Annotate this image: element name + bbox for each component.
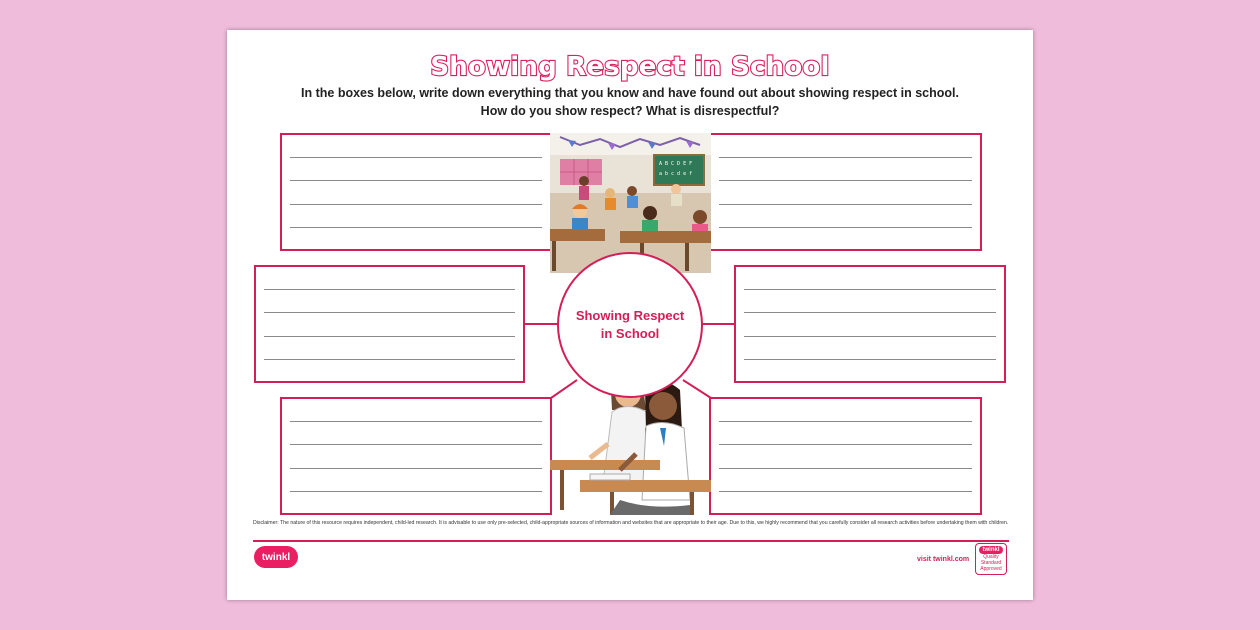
twinkl-logo: twinkl (254, 546, 298, 568)
quality-badge-icon (975, 543, 1007, 575)
disclaimer-text: Disclaimer: The nature of this resource requires independent, child-led research. It is advisable to use only pre-selected, child-appropriate sources of information and websites that are appropriate to their age. Due to this, we highly recommend that you carefully consider all research activities before undertaking them with children. (253, 520, 1009, 526)
center-topic-label: Showing Respect in School (575, 308, 685, 341)
writing-box-middle-right[interactable] (734, 265, 1006, 383)
writing-box-top-right[interactable] (709, 133, 982, 251)
instruction-line-2: How do you show respect? What is disrespectful? (480, 104, 780, 118)
writing-box-middle-left[interactable] (254, 265, 525, 383)
center-topic-circle (557, 252, 703, 398)
writing-box-bottom-left[interactable] (280, 397, 552, 515)
footer-divider (253, 540, 1009, 542)
svg-text:A B C D E F: A B C D E F (659, 161, 693, 167)
worksheet-page (227, 30, 1033, 600)
writing-box-top-left[interactable] (280, 133, 552, 251)
worksheet-title: Showing Respect in School (430, 52, 830, 82)
svg-text:a b c d e f: a b c d e f (659, 171, 693, 177)
badge-logo: twinkl (979, 546, 1002, 554)
visit-link[interactable]: visit twinkl.com (917, 556, 970, 563)
instruction-line-1: In the boxes below, write down everything that you know and have found out about showing respect in school. (301, 86, 959, 100)
badge-caption: Quality Standard Approved (980, 554, 1002, 572)
writing-box-bottom-right[interactable] (709, 397, 982, 515)
